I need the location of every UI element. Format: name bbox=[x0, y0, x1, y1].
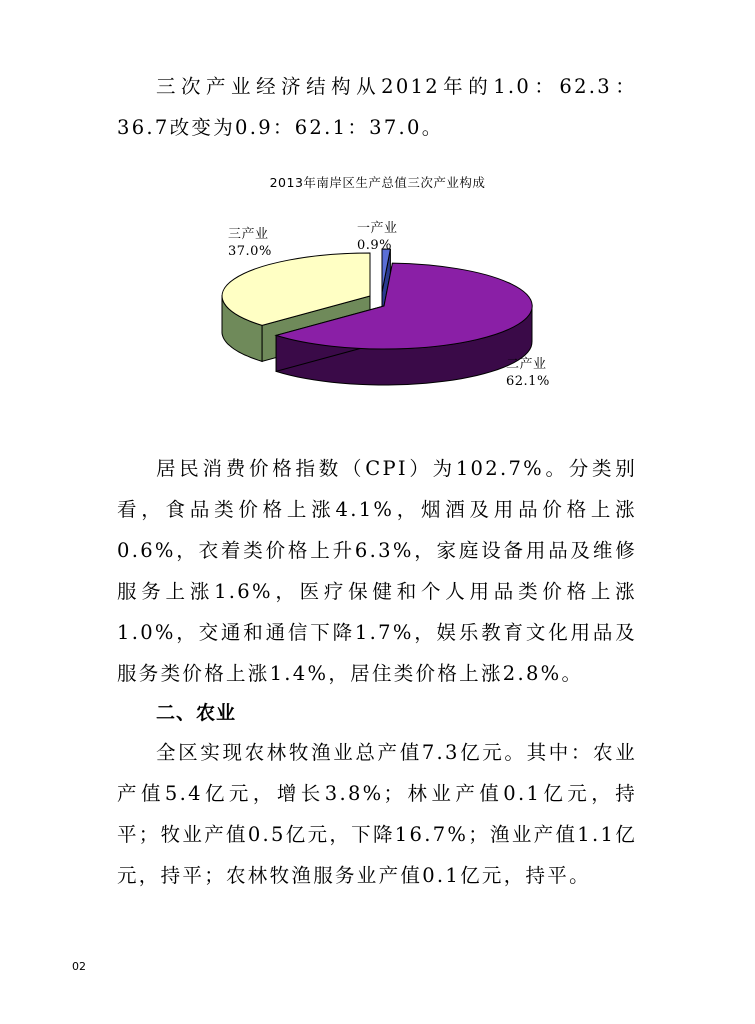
slice-value-secondary: 62.1% bbox=[506, 374, 550, 389]
paragraph-cpi: 居民消费价格指数（CPI）为102.7%。分类别看，食品类价格上涨4.1%，烟酒及用品价格上涨0.6%，衣着类价格上升6.3%，家庭设备用品及维修服务上涨1.6%，医疗保健和个人用品类价格上涨1.0%，交通和通信下降1.7%，娱乐教育文化用品及服务类价格上涨1.4%，居住类价格上涨2.8%。 bbox=[117, 457, 637, 685]
slice-name-primary: 一产业 bbox=[357, 221, 398, 236]
slice-name-tertiary: 三产业 bbox=[228, 227, 269, 242]
chart-title: 2013年南岸区生产总值三次产业构成 bbox=[269, 175, 486, 190]
slice-label-secondary bbox=[506, 356, 550, 390]
slice-name-secondary: 二产业 bbox=[506, 357, 547, 372]
slice-label-tertiary bbox=[228, 226, 272, 260]
section-heading-agriculture: 二、农业 bbox=[156, 702, 237, 724]
paragraph-economic-structure: 三次产业经济结构从2012年的1.0：62.3：36.7改变为0.9：62.1：37.0。 bbox=[117, 75, 637, 139]
slice-value-primary: 0.9% bbox=[357, 238, 393, 253]
slice-value-tertiary: 37.0% bbox=[228, 244, 272, 259]
slice-label-primary bbox=[357, 220, 398, 254]
paragraph-agriculture: 全区实现农林牧渔业总产值7.3亿元。其中：农业产值5.4亿元，增长3.8%；林业产值0.1亿元，持平；牧业产值0.5亿元，下降16.7%；渔业产值1.1亿元，持平；农林牧渔服务业产值0.1亿元，持平。 bbox=[117, 741, 637, 887]
page-number: 02 bbox=[72, 960, 86, 973]
